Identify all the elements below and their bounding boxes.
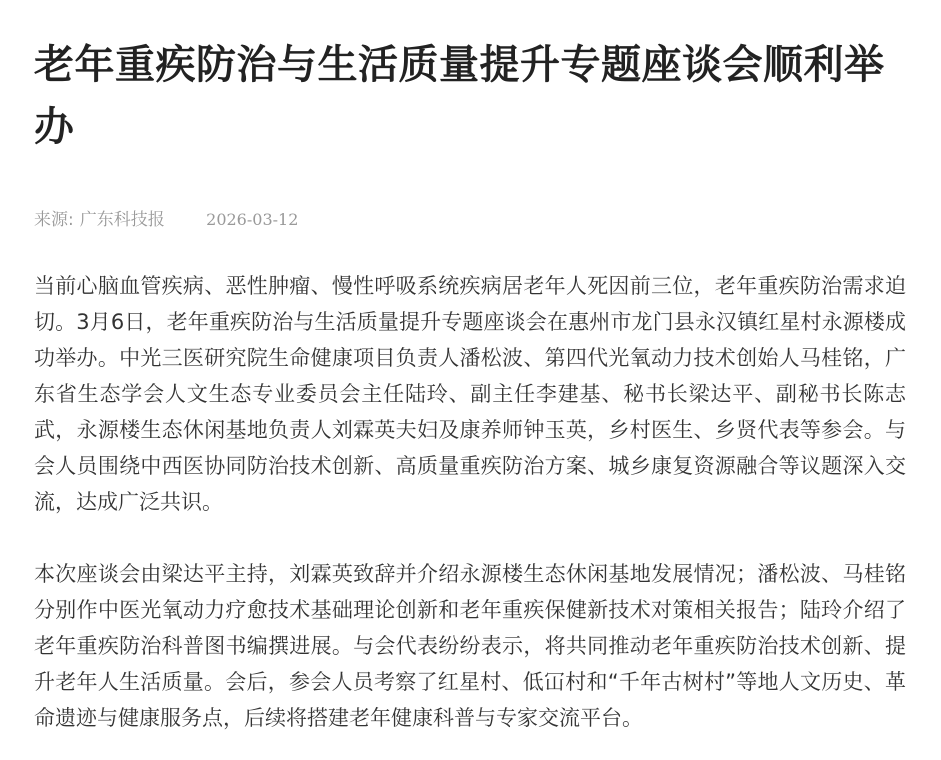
article-paragraph-1: 当前心脑血管疾病、恶性肿瘤、慢性呼吸系统疾病居老年人死因前三位，老年重疾防治需求迫切。3月6日，老年重疾防治与生活质量提升专题座谈会在惠州市龙门县永汉镇红星村永源楼成功举办。中光三医研究院生命健康项目负责人潘松波、第四代光氧动力技术创始人马桂铭，广东省生态学会人文生态专业委员会主任陆玲、副主任李建基、秘书长梁达平、副秘书长陈志武，永源楼生态休闲基地负责人刘霖英夫妇及康养师钟玉英，乡村医生、乡贤代表等参会。与会人员围绕中西医协同防治技术创新、高质量重疾防治方案、城乡康复资源融合等议题深入交流，达成广泛共识。 <box>34 274 906 514</box>
article-title: 老年重疾防治与生活质量提升专题座谈会顺利举办 <box>34 42 885 150</box>
publish-date: 2026-03-12 <box>206 210 299 229</box>
article-paragraph-2: 本次座谈会由梁达平主持，刘霖英致辞并介绍永源楼生态休闲基地发展情况；潘松波、马桂铭分别作中医光氧动力疗愈技术基础理论创新和老年重疾保健新技术对策相关报告；陆玲介绍了老年重疾防治科普图书编撰进展。与会代表纷纷表示，将共同推动老年重疾防治技术创新、提升老年人生活质量。会后，参会人员考察了红星村、低冚村和“千年古树村”等地人文历史、革命遗迹与健康服务点，后续将搭建老年健康科普与专家交流平台。 <box>34 562 906 730</box>
source-name: 广东科技报 <box>79 210 165 230</box>
article-meta <box>34 206 906 234</box>
source-label: 来源: <box>34 210 74 230</box>
article <box>34 0 906 736</box>
